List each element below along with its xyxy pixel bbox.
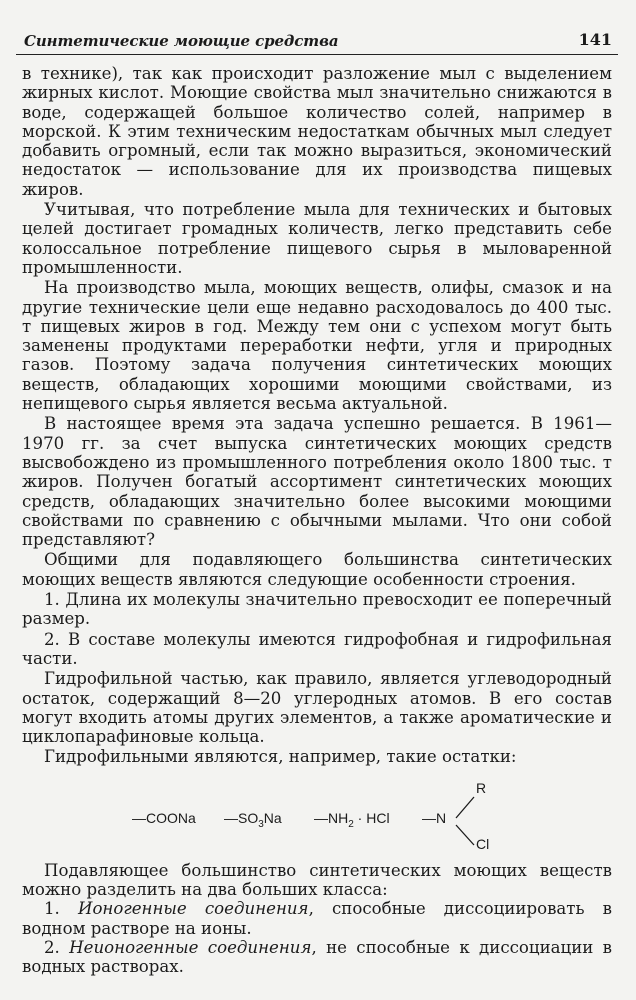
list-item: 2. В составе молекулы имеются гидрофобная и гидрофильная части. [22, 629, 612, 668]
paragraph: Гидрофильной частью, как правило, является углеводородный остаток, содержащий 8—20 углеродных атомов. В его состав могут входить атомы других элементов, а также ароматические и циклопарафиновые кольца. [22, 669, 612, 747]
formula-coona: —COONa [132, 809, 196, 826]
running-title: Синтетические моющие средства [24, 32, 339, 50]
page-header [16, 28, 616, 54]
paragraph: в технике), так как происходит разложение мыл с выделением жирных кислот. Моющие свойства мыл значительно снижаются в воде, содержащей большое количество солей, например в морской. К этим техническим недостаткам обычных мыл следует добавить огромный, если так можно выразиться, экономический недостаток — использование для их производства пищевых жиров. [22, 64, 612, 199]
body-text [22, 64, 612, 976]
term-nonionic: Неионогенные соединения [69, 937, 312, 957]
amine-n-label: —N [422, 809, 447, 826]
hydrophilic-groups-formulas [22, 771, 612, 857]
paragraph: Общими для подавляющего большинства синтетических моющих веществ являются следующие особенности строения. [22, 550, 612, 589]
formula-nh2-hcl: $—NH_2$ · HCl [314, 809, 390, 830]
paragraph: На производство мыла, моющих веществ, олифы, смазок и на другие технические цели еще недавно расходовалось до 400 тыс. т пищевых жиров в год. Между тем они с успехом могут быть заменены продуктами переработки нефти, угля и природных газов. Поэтому задача получения синтетических моющих веществ, обладающих хорошими моющими свойствами, из непищевого сырья является весьма актуальной. [22, 278, 612, 414]
header-rule [16, 54, 618, 55]
formula-amine-structure [422, 779, 512, 852]
list-item: 1. Длина их молекулы значительно превосходит ее поперечный размер. [22, 590, 612, 629]
amine-cl-label: Cl [476, 835, 490, 852]
list-item: 1. Ионогенные соединения, способные диссоциировать в водном растворе на ионы. [22, 899, 612, 938]
page-number: 141 [578, 30, 612, 49]
formula-so3na: $—SO_3Na$ [224, 809, 282, 830]
paragraph: В настоящее время эта задача успешно решается. В 1961—1970 гг. за счет выпуска синтетических моющих средств высвобождено из промышленного потребления около 1800 тыс. т жиров. Получен богатый ассортимент синтетических моющих средств, обладающих значительно более высокими моющими свойствами по сравнению с обычными мылами. Что они собой представляют? [22, 414, 612, 550]
list-item: 2. Неионогенные соединения, не способные к диссоциации в водных растворах. [22, 937, 612, 977]
paragraph: Гидрофильными являются, например, такие остатки: [44, 747, 517, 767]
paragraph: Подавляющее большинство синтетических моющих веществ можно разделить на два больших класса: [22, 860, 612, 899]
amine-r-label: R [476, 779, 487, 796]
paragraph: Учитывая, что потребление мыла для технических и бытовых целей достигает громадных количеств, легко представить себе колоссальное потребление пищевого сырья в мыловаренной промышленности. [22, 200, 612, 277]
term-ionic: Ионогенные соединения [77, 899, 309, 919]
